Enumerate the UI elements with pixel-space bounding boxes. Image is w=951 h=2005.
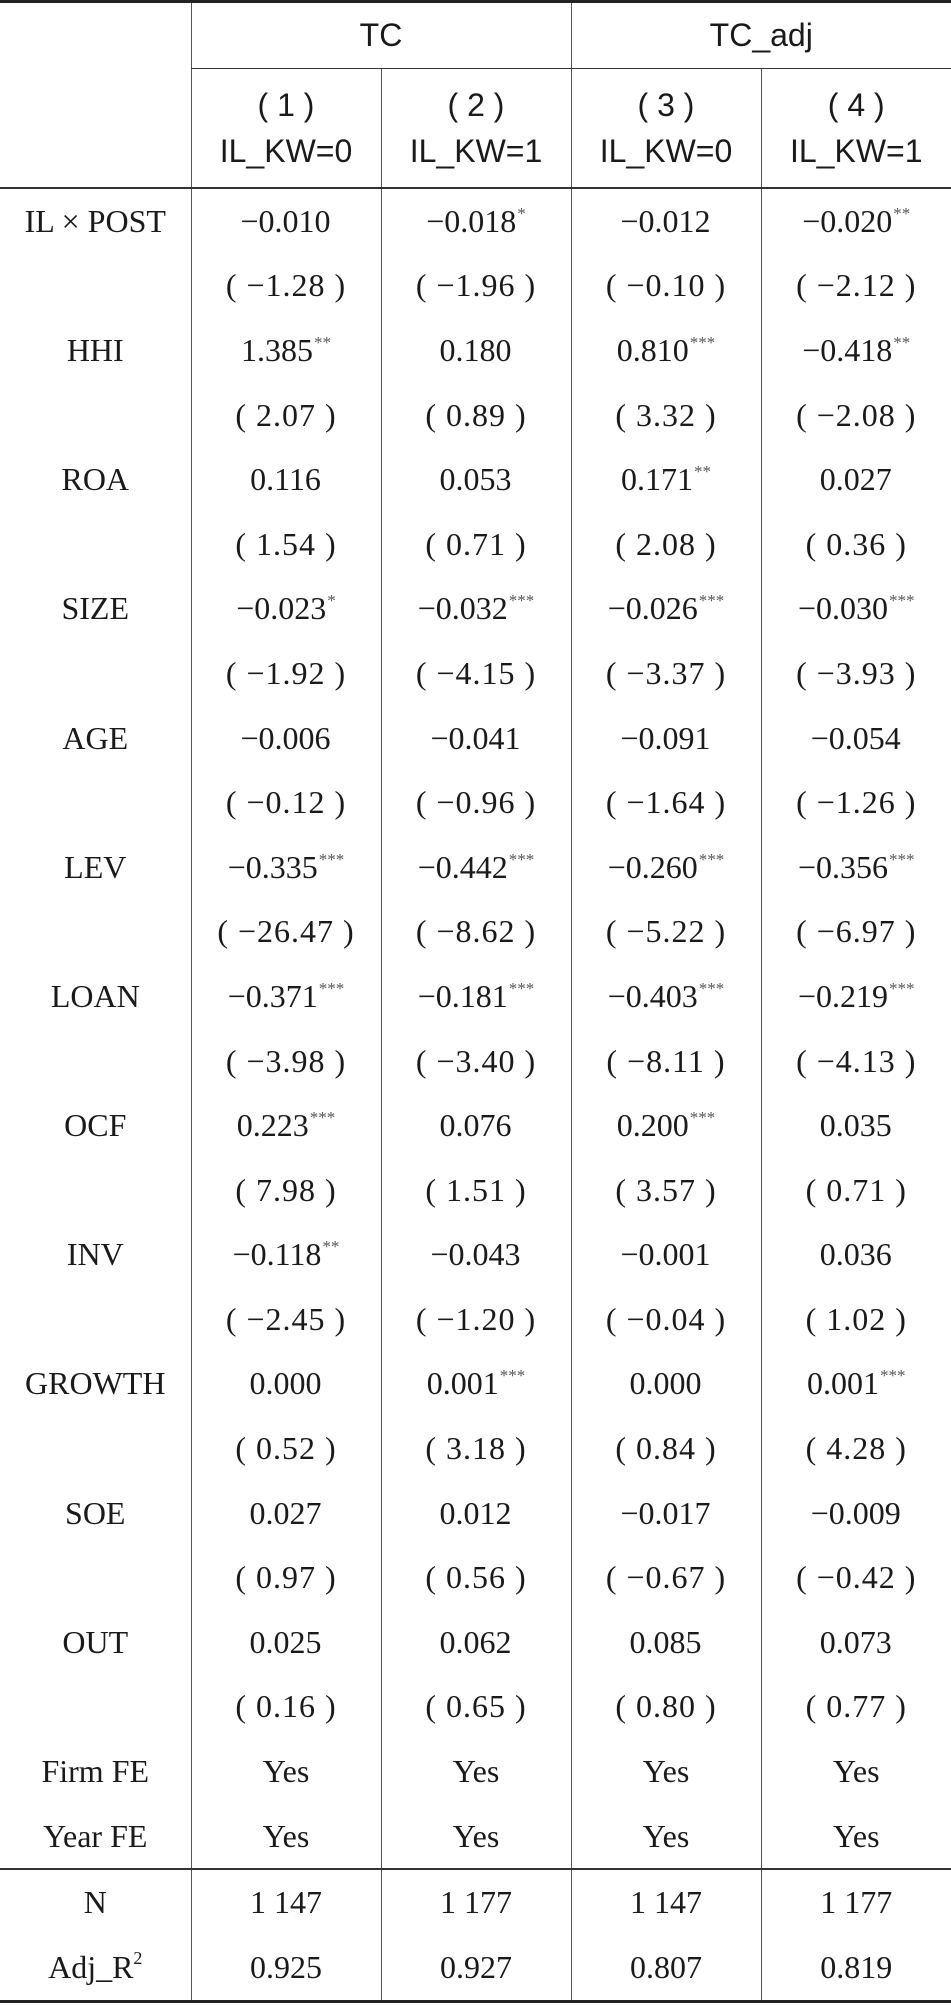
coef-value: −0.041 [430,719,521,756]
coef-cell [761,1223,951,1288]
fixed-effect-row [0,1739,951,1804]
row-label: Year FE [43,1817,148,1854]
row-label-empty [0,1675,191,1740]
significance-stars: *** [880,1366,906,1386]
coef-cell [571,835,761,900]
significance-stars: *** [889,978,915,998]
fixed-effects-body [0,1739,951,1869]
t-stat-cell: ( −0.10 ) [571,254,761,319]
coef-value: 0.000 [249,1365,322,1402]
coef-value: −0.009 [810,1494,901,1531]
t-stat-cell: ( −1.64 ) [571,770,761,835]
column-header-1 [191,69,381,189]
coef-value: −0.418 [802,331,893,368]
coef-cell [191,1352,381,1417]
coef-value: −0.260 [607,848,698,885]
significance-stars: *** [689,1108,716,1128]
coef-value: 0.036 [819,1236,892,1273]
significance-stars: ** [893,203,911,223]
coef-row [0,1481,951,1546]
group-header-row [0,2,951,69]
t-stat-cell: ( −1.20 ) [381,1287,571,1352]
fixed-effect-cell: Yes [571,1804,761,1870]
coef-cell [381,577,571,642]
superscript-two: 2 [133,1948,143,1969]
t-stat-row [0,1545,951,1610]
t-stat-cell: ( −26.47 ) [191,900,381,965]
coef-row [0,447,951,512]
coef-value: −0.017 [620,1494,711,1531]
corner-cell-lower [0,69,191,189]
stat-cell: 0.819 [761,1935,951,2001]
t-stat-cell: ( −0.12 ) [191,770,381,835]
column-number: ( 4 ) [827,87,885,123]
coef-cell [571,1223,761,1288]
coef-cell [761,188,951,254]
row-label: LOAN [50,977,140,1014]
coef-cell [571,1481,761,1546]
coef-value: −0.335 [227,848,318,885]
coef-cell [761,1610,951,1675]
corner-cell [0,2,191,69]
coef-cell [761,1481,951,1546]
t-stat-cell: ( 0.71 ) [761,1158,951,1223]
significance-stars: *** [499,1366,526,1386]
row-label: GROWTH [25,1365,166,1402]
coef-value: −0.442 [417,848,508,885]
t-stat-cell: ( −3.37 ) [571,641,761,706]
coef-row [0,1610,951,1675]
row-label-empty [0,641,191,706]
t-stat-cell: ( −8.62 ) [381,900,571,965]
coef-value: 0.062 [439,1623,512,1660]
coef-value: 0.810 [616,331,689,368]
t-stat-cell: ( 0.77 ) [761,1675,951,1740]
t-stat-row [0,383,951,448]
t-stat-row [0,1416,951,1481]
coef-value: −0.020 [802,202,893,239]
t-stat-cell: ( 3.18 ) [381,1416,571,1481]
coef-cell [381,1093,571,1158]
t-stat-cell: ( 2.07 ) [191,383,381,448]
coef-cell [381,318,571,383]
t-stat-cell: ( −0.42 ) [761,1545,951,1610]
row-label: AGE [62,719,129,756]
t-stat-cell: ( 0.97 ) [191,1545,381,1610]
coef-cell [571,1352,761,1417]
coef-cell [191,577,381,642]
t-stat-cell: ( 1.02 ) [761,1287,951,1352]
stat-cell: 1 147 [191,1869,381,1935]
t-stat-cell: ( 7.98 ) [191,1158,381,1223]
row-label: SIZE [61,590,130,627]
coef-cell [381,1223,571,1288]
group-header-tc-adj: TC_adj [571,2,951,69]
t-stat-cell: ( 0.65 ) [381,1675,571,1740]
coef-cell [571,706,761,771]
coef-value: 0.025 [249,1623,322,1660]
t-stat-row [0,254,951,319]
significance-stars: ** [322,1237,340,1257]
t-stat-cell: ( −1.26 ) [761,770,951,835]
coef-value: 0.035 [819,1107,892,1144]
row-label-empty [0,383,191,448]
coef-value: 0.027 [249,1494,322,1531]
t-stat-row [0,641,951,706]
coef-cell [191,1481,381,1546]
significance-stars: *** [309,1108,336,1128]
coef-value: −0.018 [426,202,517,239]
fixed-effect-cell: Yes [191,1739,381,1804]
significance-stars: *** [508,849,535,869]
coef-row [0,188,951,254]
coef-cell [571,964,761,1029]
t-stat-cell: ( 0.71 ) [381,512,571,577]
row-label: HHI [66,331,124,368]
group-header-tc: TC [191,2,571,69]
adj-r-label: Adj_R [48,1949,134,1986]
coef-cell [381,1610,571,1675]
row-label-empty [0,1158,191,1223]
fixed-effect-row [0,1804,951,1870]
coef-value: −0.054 [810,719,901,756]
column-number: ( 1 ) [257,87,315,123]
t-stat-cell: ( −2.45 ) [191,1287,381,1352]
t-stat-cell: ( 4.28 ) [761,1416,951,1481]
t-stat-cell: ( −0.04 ) [571,1287,761,1352]
coef-row [0,706,951,771]
coef-value: 0.001 [807,1365,879,1402]
coef-value: 0.073 [819,1623,892,1660]
t-stat-cell: ( 3.32 ) [571,383,761,448]
coef-value: 0.200 [616,1107,689,1144]
significance-stars: * [517,203,526,223]
significance-stars: *** [698,591,725,611]
significance-stars: * [327,591,336,611]
coef-cell [381,964,571,1029]
t-stat-row [0,900,951,965]
significance-stars: *** [698,849,725,869]
fixed-effect-cell: Yes [761,1739,951,1804]
t-stat-cell: ( 1.51 ) [381,1158,571,1223]
coef-cell [191,188,381,254]
stat-cell: 1 177 [381,1869,571,1935]
coef-value: 0.001 [426,1365,499,1402]
coef-cell [191,1093,381,1158]
coef-cell [381,1481,571,1546]
coef-value: −0.001 [620,1236,711,1273]
t-stat-cell: ( −3.98 ) [191,1029,381,1094]
coef-cell [761,447,951,512]
coef-row [0,1352,951,1417]
t-stat-row [0,1287,951,1352]
statistics-body [0,1869,951,2001]
significance-stars: *** [508,978,535,998]
column-condition: IL_KW=0 [599,133,733,169]
row-label [0,1935,191,2001]
coef-cell [191,447,381,512]
coef-cell [761,835,951,900]
column-header-4 [761,69,951,189]
coef-cell [571,318,761,383]
coef-row [0,1093,951,1158]
stat-row-adj-r2 [0,1935,951,2001]
row-label: N [0,1869,191,1935]
t-stat-cell: ( −2.08 ) [761,383,951,448]
stat-cell: 0.925 [191,1935,381,2001]
row-label: ROA [61,461,130,498]
coef-value: 0.085 [629,1623,702,1660]
column-condition: IL_KW=1 [789,133,923,169]
coef-value: −0.006 [240,719,331,756]
t-stat-cell: ( −1.96 ) [381,254,571,319]
coef-cell [191,835,381,900]
t-stat-cell: ( 0.56 ) [381,1545,571,1610]
coef-cell [571,1610,761,1675]
coef-value: −0.032 [417,590,508,627]
coef-cell [381,835,571,900]
t-stat-cell: ( −8.11 ) [571,1029,761,1094]
coef-cell [761,964,951,1029]
significance-stars: ** [694,462,711,482]
coef-cell [191,318,381,383]
coef-row [0,1223,951,1288]
t-stat-cell: ( 2.08 ) [571,512,761,577]
row-label: IL × POST [24,202,166,239]
coef-cell [571,577,761,642]
column-condition: IL_KW=1 [409,133,543,169]
coefficient-body [0,188,951,1739]
coef-cell [381,188,571,254]
coef-cell [571,188,761,254]
coef-value: 0.027 [819,461,892,498]
t-stat-row [0,1158,951,1223]
coef-cell [761,706,951,771]
column-header-3 [571,69,761,189]
row-label-empty [0,1287,191,1352]
t-stat-cell: ( 3.57 ) [571,1158,761,1223]
significance-stars: *** [689,332,716,352]
coef-value: −0.403 [607,977,698,1014]
coef-cell [191,706,381,771]
coef-cell [381,447,571,512]
row-label: INV [66,1236,124,1273]
t-stat-cell: ( 1.54 ) [191,512,381,577]
stat-cell: 1 147 [571,1869,761,1935]
coef-value: −0.023 [236,590,327,627]
stat-cell: 0.807 [571,1935,761,2001]
t-stat-cell: ( −1.28 ) [191,254,381,319]
significance-stars: *** [508,591,535,611]
coef-value: 0.180 [439,331,512,368]
coef-value: 0.116 [250,461,321,498]
significance-stars: ** [893,332,911,352]
coef-cell [761,577,951,642]
t-stat-cell: ( −0.67 ) [571,1545,761,1610]
coef-value: 0.223 [236,1107,309,1144]
fixed-effect-cell: Yes [761,1804,951,1870]
t-stat-row [0,770,951,835]
row-label-empty [0,1416,191,1481]
t-stat-cell: ( −3.93 ) [761,641,951,706]
coef-cell [761,1093,951,1158]
coef-cell [381,1352,571,1417]
coef-value: −0.118 [232,1236,322,1273]
coef-value: −0.030 [797,590,889,627]
stat-row-n [0,1869,951,1935]
coef-cell [761,318,951,383]
coef-value: −0.026 [607,590,698,627]
t-stat-cell: ( −3.40 ) [381,1029,571,1094]
coef-cell [381,706,571,771]
coef-row [0,964,951,1029]
t-stat-cell: ( −0.96 ) [381,770,571,835]
stat-cell: 0.927 [381,1935,571,2001]
coef-value: −0.043 [430,1236,521,1273]
significance-stars: *** [318,849,345,869]
coef-value: −0.371 [227,977,318,1014]
row-label: SOE [65,1494,126,1531]
row-label-empty [0,770,191,835]
coef-value: −0.091 [620,719,711,756]
t-stat-cell: ( −5.22 ) [571,900,761,965]
coef-cell [761,1352,951,1417]
coef-value: −0.010 [240,202,331,239]
significance-stars: *** [889,591,915,611]
row-label-empty [0,254,191,319]
t-stat-cell: ( 0.52 ) [191,1416,381,1481]
coef-value: −0.219 [797,977,889,1014]
row-label-empty [0,1029,191,1094]
t-stat-row [0,1675,951,1740]
t-stat-cell: ( −4.13 ) [761,1029,951,1094]
column-number: ( 2 ) [447,87,505,123]
significance-stars: *** [698,978,725,998]
t-stat-cell: ( 0.84 ) [571,1416,761,1481]
coef-cell [191,1610,381,1675]
coef-row [0,835,951,900]
column-header-row [0,69,951,189]
t-stat-cell: ( 0.89 ) [381,383,571,448]
coef-value: −0.012 [620,202,711,239]
t-stat-row [0,512,951,577]
fixed-effect-cell: Yes [381,1804,571,1870]
fixed-effect-cell: Yes [571,1739,761,1804]
t-stat-cell: ( −4.15 ) [381,641,571,706]
column-header-2 [381,69,571,189]
coef-row [0,577,951,642]
coef-value: 0.076 [439,1107,512,1144]
row-label: LEV [64,848,127,885]
fixed-effect-cell: Yes [381,1739,571,1804]
coef-value: −0.181 [417,977,508,1014]
column-condition: IL_KW=0 [219,133,353,169]
t-stat-row [0,1029,951,1094]
coef-value: 1.385 [241,331,313,368]
t-stat-cell: ( 0.16 ) [191,1675,381,1740]
stat-cell: 1 177 [761,1869,951,1935]
significance-stars: *** [318,978,345,998]
row-label-empty [0,1545,191,1610]
coef-value: 0.000 [629,1365,702,1402]
t-stat-cell: ( 0.36 ) [761,512,951,577]
coef-value: 0.171 [621,461,693,498]
coef-row [0,318,951,383]
coef-value: 0.053 [439,461,512,498]
t-stat-cell: ( −2.12 ) [761,254,951,319]
t-stat-cell: ( −1.92 ) [191,641,381,706]
coef-cell [191,964,381,1029]
coef-cell [571,1093,761,1158]
column-number: ( 3 ) [637,87,695,123]
row-label: OCF [64,1107,127,1144]
fixed-effect-cell: Yes [191,1804,381,1870]
coef-cell [571,447,761,512]
t-stat-cell: ( 0.80 ) [571,1675,761,1740]
significance-stars: ** [314,332,331,352]
row-label-empty [0,512,191,577]
coef-value: −0.356 [797,848,889,885]
row-label: OUT [62,1623,129,1660]
row-label: Firm FE [41,1753,150,1790]
row-label-empty [0,900,191,965]
t-stat-cell: ( −6.97 ) [761,900,951,965]
significance-stars: *** [889,849,915,869]
coef-cell [191,1223,381,1288]
coef-value: 0.012 [439,1494,512,1531]
